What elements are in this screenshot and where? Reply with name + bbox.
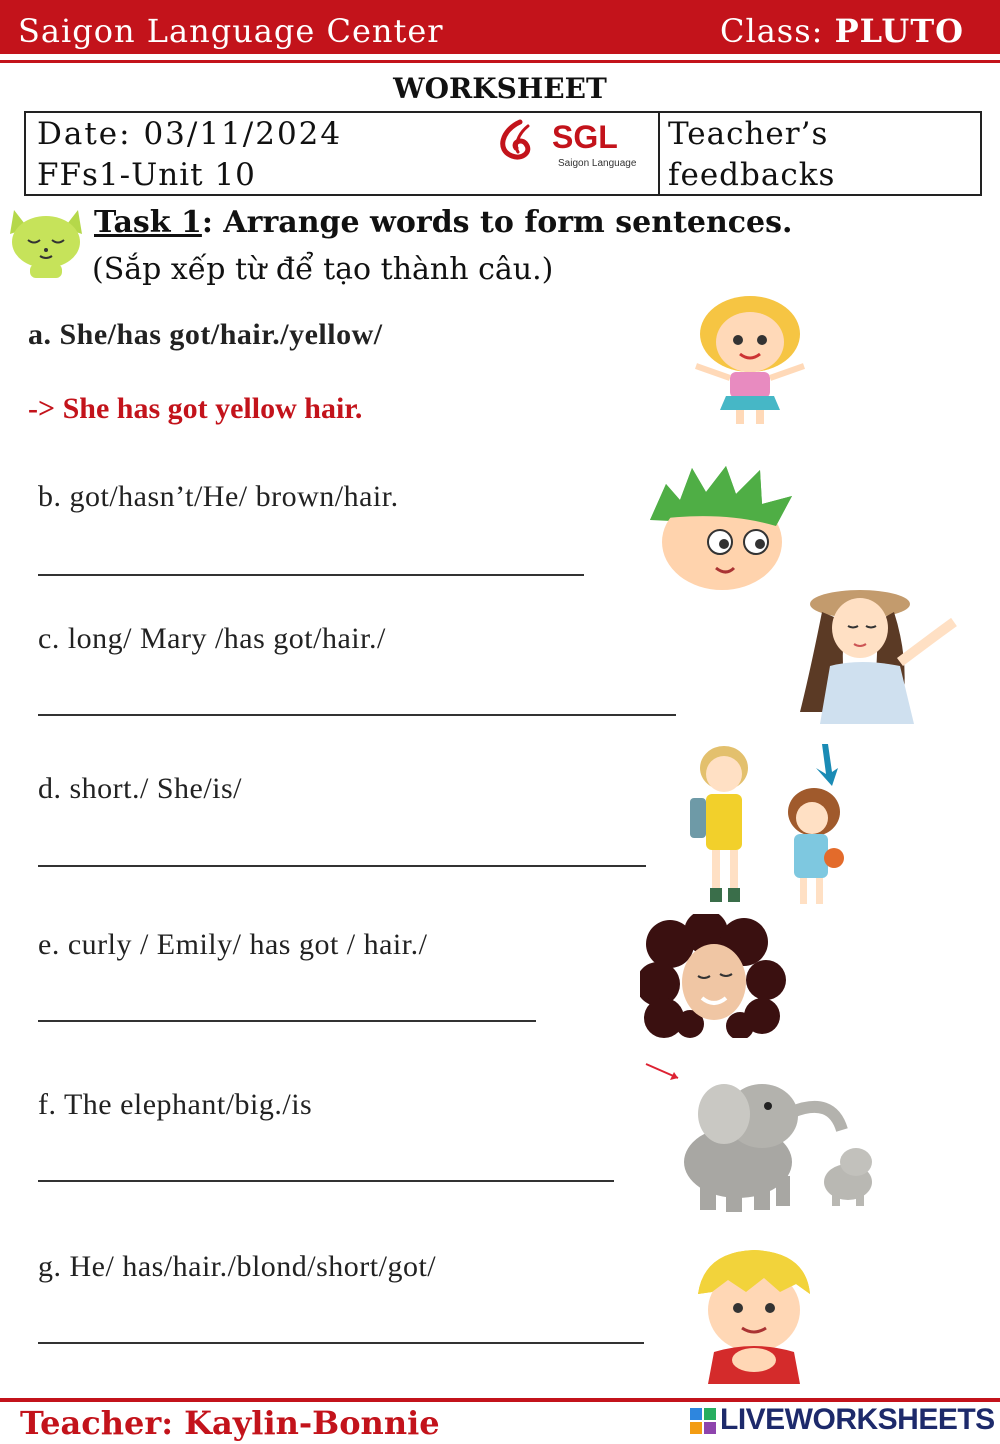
boy-blond-hair-illustration — [684, 1244, 822, 1384]
feedback-label-line1: Teacher’s — [668, 116, 829, 152]
class-label-text: Class: — [720, 12, 824, 50]
answer-line-c[interactable] — [38, 714, 676, 716]
class-name: PLUTO — [834, 12, 964, 50]
sgl-logo-text: SGL — [552, 119, 618, 155]
girl-long-hair-illustration — [790, 582, 970, 724]
task-title — [94, 205, 792, 240]
exercise-item-c: c. long/ Mary /has got/hair./ — [38, 622, 386, 655]
answer-line-f[interactable] — [38, 1180, 614, 1182]
answer-line-g[interactable] — [38, 1342, 644, 1344]
unit-text: FFs1-Unit 10 — [37, 157, 256, 193]
exercise-item-e: e. curly / Emily/ has got / hair./ — [38, 928, 428, 961]
teacher-name: Teacher: Kaylin-Bonnie — [20, 1404, 440, 1442]
exercise-item-a: a. She/has got/hair./yellow/ — [28, 318, 383, 351]
answer-line-d[interactable] — [38, 865, 646, 867]
feedback-label-line2: feedbacks — [668, 157, 836, 193]
answer-line-e[interactable] — [38, 1020, 536, 1022]
exercise-item-d: d. short./ She/is/ — [38, 772, 243, 805]
cat-mascot-icon — [4, 200, 88, 280]
header-underline — [0, 60, 1000, 63]
sgl-logo-icon — [492, 116, 652, 174]
girl-yellow-hair-illustration — [676, 292, 826, 426]
class-label — [720, 12, 964, 50]
worksheet-title: WORKSHEET — [393, 72, 607, 105]
two-girls-tall-short-illustration — [676, 738, 862, 910]
elephant-big-small-illustration — [642, 1056, 888, 1216]
liveworksheets-brand[interactable]: LIVEWORKSHEETS — [720, 1403, 995, 1436]
footer-line — [0, 1398, 1000, 1402]
woman-curly-hair-illustration — [640, 914, 788, 1038]
task-label: Task 1 — [94, 205, 202, 240]
task-instruction-vietnamese: (Sắp xếp từ để tạo thành câu.) — [92, 252, 554, 287]
sgl-logo-subtext: Saigon Language — [558, 158, 637, 169]
example-answer: -> She has got yellow hair. — [28, 392, 363, 425]
exercise-item-g: g. He/ has/hair./blond/short/got/ — [38, 1250, 437, 1283]
info-table-divider — [658, 111, 660, 196]
answer-line-b[interactable] — [38, 574, 584, 576]
task-instruction: : Arrange words to form sentences. — [201, 205, 793, 240]
liveworksheets-logo-icon — [690, 1408, 718, 1436]
center-name: Saigon Language Center — [18, 12, 444, 50]
date-text: Date: 03/11/2024 — [37, 116, 343, 152]
boy-green-hair-illustration — [636, 460, 800, 596]
exercise-item-f: f. The elephant/big./is — [38, 1088, 313, 1121]
exercise-item-b: b. got/hasn’t/He/ brown/hair. — [38, 480, 399, 513]
